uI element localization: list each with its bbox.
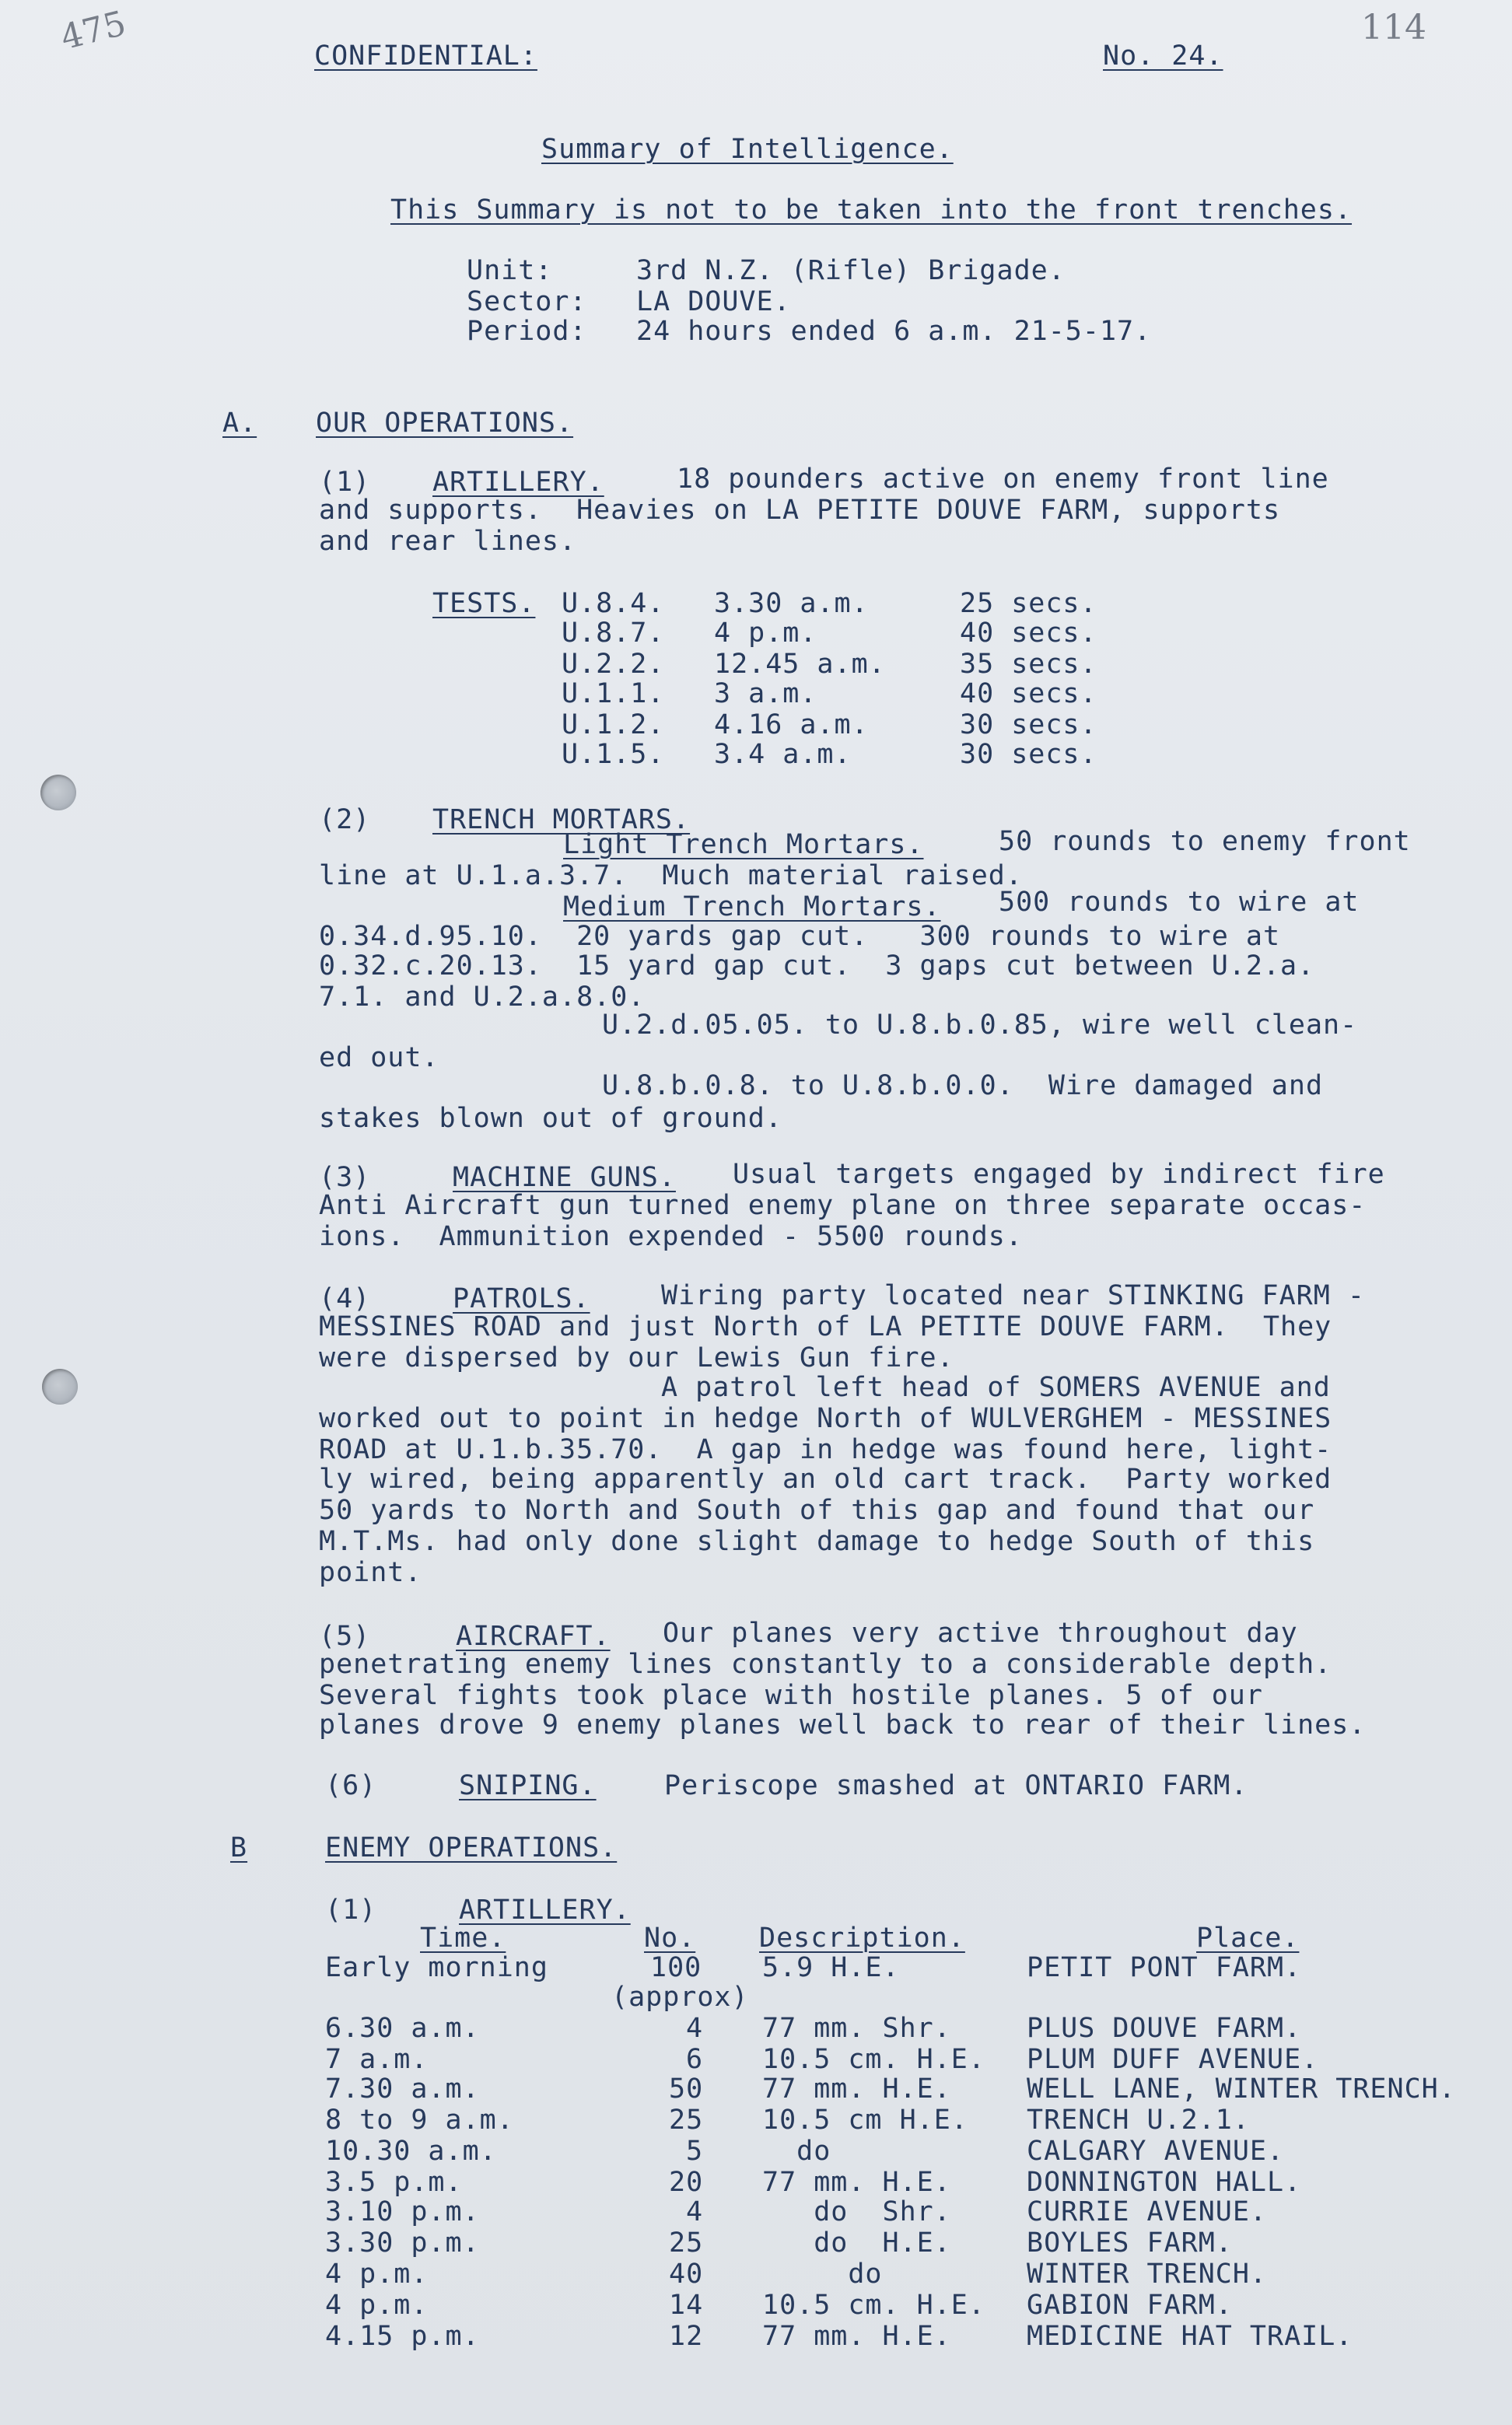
machine-guns-line-2: ions. Ammunition expended - 5500 rounds. [319,1221,1023,1252]
sector-value: LA DOUVE. [636,286,791,317]
test-time: 3.30 a.m. [714,588,869,619]
period-value: 24 hours ended 6 a.m. 21-5-17. [636,316,1152,347]
column-header-time: Time. [420,1923,506,1954]
row-time: 8 to 9 a.m. [325,2105,514,2136]
patrols-para2-line-5: M.T.Ms. had only done slight damage to hedge South of this [319,1526,1315,1557]
wire-damaged-line-cont: stakes blown out of ground. [319,1103,782,1134]
classification-label: CONFIDENTIAL: [314,40,537,72]
punch-hole-lower [42,1369,78,1405]
column-header-place: Place. [1196,1923,1300,1954]
row-number: 25 [669,2105,704,2136]
aircraft-heading: AIRCRAFT. [456,1621,611,1652]
row-place: WINTER TRENCH. [1027,2259,1268,2290]
column-header-description: Description. [759,1923,965,1954]
unit-label: Unit: [467,255,553,286]
medium-trench-mortars-line-1: 0.34.d.95.10. 20 yards gap cut. 300 rounds to wire at [319,921,1281,952]
front-trench-notice: This Summary is not to be taken into the front trenches. [390,194,1353,226]
row-number: 20 [669,2167,704,2198]
row-number: 25 [669,2227,704,2259]
enemy-artillery-heading: ARTILLERY. [459,1895,631,1926]
row-description: do Shr. [762,2196,951,2227]
row-place: BOYLES FARM. [1027,2227,1233,2259]
light-trench-mortars-line-2: line at U.1.a.3.7. Much material raised. [319,860,1023,891]
test-ref: U.8.4. [562,588,665,619]
row-place: GABION FARM. [1027,2290,1233,2321]
row-time: 6.30 a.m. [325,2013,480,2044]
row-description: 77 mm. H.E. [762,2167,951,2198]
row-number: 4 [686,2196,704,2227]
patrols-para2-line-1: worked out to point in hedge North of WULVERGHEM - MESSINES [319,1403,1332,1434]
row-number: 6 [686,2044,704,2075]
patrols-number: (4) [319,1283,371,1314]
row-number: 14 [669,2290,704,2321]
test-ref: U.2.2. [562,649,665,680]
row-number: 100 [650,1952,702,1983]
machine-guns-number: (3) [319,1162,371,1193]
patrols-line-1: MESSINES ROAD and just North of LA PETITE DOUVE FARM. They [319,1311,1332,1342]
row-number: 12 [669,2321,704,2352]
unit-value: 3rd N.Z. (Rifle) Brigade. [636,255,1066,286]
medium-trench-mortars-line-3: 7.1. and U.2.a.8.0. [319,982,646,1013]
summary-title: Summary of Intelligence. [541,134,954,165]
row-description: 10.5 cm H.E. [762,2105,968,2136]
sector-label: Sector: [467,286,587,317]
row-description: 10.5 cm. H.E. [762,2290,985,2321]
row-place: CALGARY AVENUE. [1027,2136,1285,2167]
row-time: 4.15 p.m. [325,2321,480,2352]
section-a-letter: A. [222,408,257,439]
aircraft-line-1: penetrating enemy lines constantly to a considerable depth. [319,1649,1332,1680]
light-trench-mortars-text: 50 rounds to enemy front [999,826,1411,857]
test-duration: 40 secs. [960,678,1097,709]
row-description: 77 mm. H.E. [762,2073,951,2105]
machine-guns-heading: MACHINE GUNS. [453,1162,676,1193]
artillery-line-2: and supports. Heavies on LA PETITE DOUVE FARM, supports [319,495,1281,526]
patrols-text: Wiring party located near STINKING FARM - [661,1280,1365,1311]
row-number-note: (approx) [611,1982,749,2013]
tests-label: TESTS. [432,588,536,619]
row-place: MEDICINE HAT TRAIL. [1027,2321,1353,2352]
row-description: 5.9 H.E. [762,1952,900,1983]
medium-trench-mortars-line-2: 0.32.c.20.13. 15 yard gap cut. 3 gaps cut between U.2.a. [319,950,1315,982]
punch-hole-upper [40,775,76,810]
row-place: PETIT PONT FARM. [1027,1952,1302,1983]
row-description: 77 mm. H.E. [762,2321,951,2352]
patrols-para2-first: A patrol left head of SOMERS AVENUE and [661,1372,1331,1403]
patrols-para2-line-4: 50 yards to North and South of this gap and found that our [319,1495,1315,1526]
test-duration: 25 secs. [960,588,1097,619]
row-time: 7 a.m. [325,2044,429,2075]
row-time: 10.30 a.m. [325,2136,497,2167]
row-description: do [762,2259,883,2290]
artillery-number: (1) [319,467,371,498]
patrols-line-2: were dispersed by our Lewis Gun fire. [319,1342,954,1373]
patrols-para2-line-2: ROAD at U.1.b.35.70. A gap in hedge was found here, light- [319,1434,1332,1465]
row-description: 77 mm. Shr. [762,2013,951,2044]
row-place: CURRIE AVENUE. [1027,2196,1268,2227]
row-time: 3.10 p.m. [325,2196,480,2227]
aircraft-line-2: Several fights took place with hostile planes. 5 of our [319,1680,1263,1711]
artillery-line-1: 18 pounders active on enemy front line [677,464,1329,495]
machine-guns-text: Usual targets engaged by indirect fire [733,1159,1385,1190]
patrols-para2-line-6: point. [319,1557,422,1588]
handwritten-left-number: 475 [57,3,130,58]
sniping-number: (6) [325,1770,377,1801]
summary-number: No. 24. [1103,40,1223,72]
artillery-line-3: and rear lines. [319,526,577,557]
row-time: 4 p.m. [325,2259,429,2290]
row-number: 5 [686,2136,704,2167]
row-place: PLUS DOUVE FARM. [1027,2013,1302,2044]
row-time: 3.30 p.m. [325,2227,480,2259]
row-number: 4 [686,2013,704,2044]
row-place: DONNINGTON HALL. [1027,2167,1302,2198]
section-b-title: ENEMY OPERATIONS. [325,1832,618,1863]
test-time: 3 a.m. [714,678,817,709]
test-ref: U.1.2. [562,709,665,740]
row-description: 10.5 cm. H.E. [762,2044,985,2075]
test-duration: 35 secs. [960,649,1097,680]
medium-trench-mortars-label: Medium Trench Mortars. [563,891,941,922]
row-number: 40 [669,2259,704,2290]
aircraft-text: Our planes very active throughout day [663,1618,1298,1649]
section-a-title: OUR OPERATIONS. [316,408,574,439]
row-place: TRENCH U.2.1. [1027,2105,1250,2136]
handwritten-right-number: 114 [1361,8,1426,47]
sniping-text: Periscope smashed at ONTARIO FARM. [664,1770,1248,1801]
test-ref: U.1.1. [562,678,665,709]
aircraft-number: (5) [319,1621,371,1652]
section-b-letter: B [230,1832,248,1863]
patrols-para2-line-3: ly wired, being apparently an old cart track. Party worked [319,1464,1332,1495]
test-duration: 30 secs. [960,709,1097,740]
row-time: 4 p.m. [325,2290,429,2321]
wire-damaged-line: U.8.b.0.8. to U.8.b.0.0. Wire damaged and [602,1070,1324,1101]
test-ref: U.8.7. [562,618,665,649]
light-trench-mortars-label: Light Trench Mortars. [563,829,924,860]
test-duration: 30 secs. [960,739,1097,770]
test-duration: 40 secs. [960,618,1097,649]
enemy-artillery-number: (1) [325,1895,377,1926]
row-time: 3.5 p.m. [325,2167,463,2198]
sniping-heading: SNIPING. [459,1770,597,1801]
test-time: 4.16 a.m. [714,709,869,740]
test-time: 3.4 a.m. [714,739,852,770]
row-number: 50 [669,2073,704,2105]
row-time: Early morning [325,1952,548,1983]
wire-cleaned-line-cont: ed out. [319,1042,439,1073]
aircraft-line-3: planes drove 9 enemy planes well back to rear of their lines. [319,1709,1367,1741]
test-ref: U.1.5. [562,739,665,770]
period-label: Period: [467,316,587,347]
row-time: 7.30 a.m. [325,2073,480,2105]
machine-guns-line-1: Anti Aircraft gun turned enemy plane on three separate occas- [319,1190,1367,1221]
wire-cleaned-line: U.2.d.05.05. to U.8.b.0.85, wire well clean- [602,1010,1358,1041]
trench-mortars-number: (2) [319,804,371,835]
row-description: do [762,2136,831,2167]
row-place: PLUM DUFF AVENUE. [1027,2044,1319,2075]
row-place: WELL LANE, WINTER TRENCH. [1027,2073,1456,2105]
test-time: 4 p.m. [714,618,817,649]
patrols-heading: PATROLS. [453,1283,590,1314]
row-description: do H.E. [762,2227,951,2259]
column-header-no: No. [644,1923,696,1954]
test-time: 12.45 a.m. [714,649,886,680]
trench-mortars-heading: TRENCH MORTARS. [432,804,691,835]
medium-trench-mortars-text: 500 rounds to wire at [999,887,1360,918]
artillery-heading: ARTILLERY. [432,467,604,498]
